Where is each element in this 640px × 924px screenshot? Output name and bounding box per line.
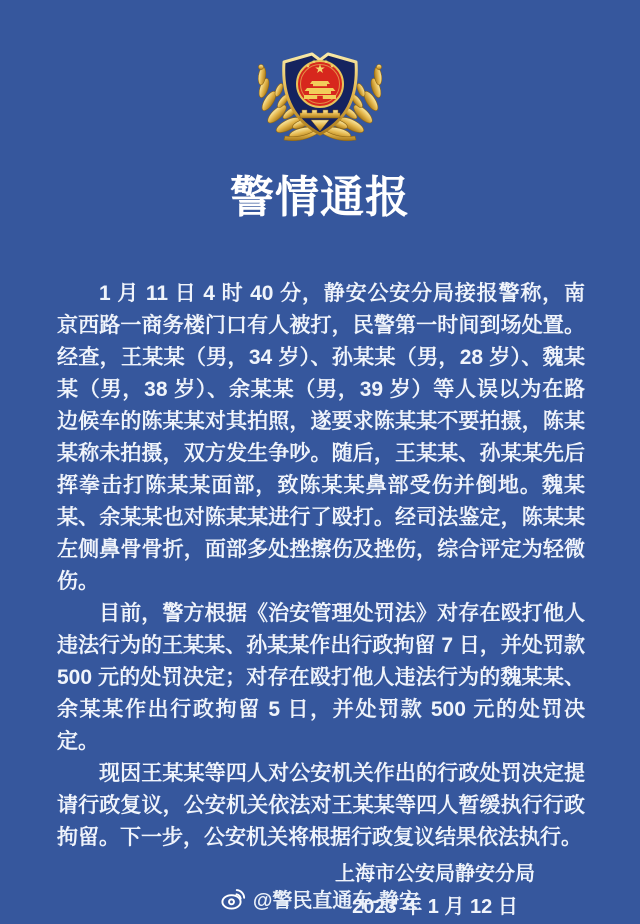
police-badge-icon [0, 0, 640, 142]
notice-paragraph-2: 目前，警方根据《治安管理处罚法》对存在殴打他人违法行为的王某某、孙某某作出行政拘留 7 日，并处罚款 500 元的处罚决定；对存在殴打他人违法行为的魏某某、余某某作出行政拘留 5 日，并处罚款 500 元的处罚决定。 [57, 602, 585, 753]
notice-title: 警情通报 [230, 173, 410, 222]
notice-paragraph-1: 1 月 11 日 4 时 40 分，静安公安分局接报警称，南京西路一商务楼门口有人被打，民警第一时间到场处置。经查，王某某（男，34 岁）、孙某某（男，28 岁）、魏某某（男，38 岁）、余某某（男，39 岁）等人误以为在路边候车的陈某某对其拍照，遂要求陈某某不要拍摄，陈某某称未拍摄，双方发生争吵。随后，王某某、孙某某先后挥拳击打陈某某面部，致陈某某鼻部受伤并倒地。魏某某、余某某也对陈某某进行了殴打。经司法鉴定，陈某某左侧鼻骨骨折，面部多处挫擦伤及挫伤，综合评定为轻微伤。 [57, 282, 585, 593]
notice-paragraph-3: 现因王某某等四人对公安机关作出的行政处罚决定提请行政复议，公安机关依法对王某某等四人暂缓执行行政拘留。下一步，公安机关将根据行政复议结果依法执行。 [57, 762, 585, 849]
watermark [221, 884, 419, 913]
notice-body [0, 278, 640, 854]
weibo-icon [221, 887, 246, 910]
signature-date: 2023 年 1 月 12 日 [352, 896, 518, 918]
watermark-text: @警民直通车-静安 [252, 890, 420, 912]
signature-agency: 上海市公安局静安分局 [335, 863, 535, 885]
